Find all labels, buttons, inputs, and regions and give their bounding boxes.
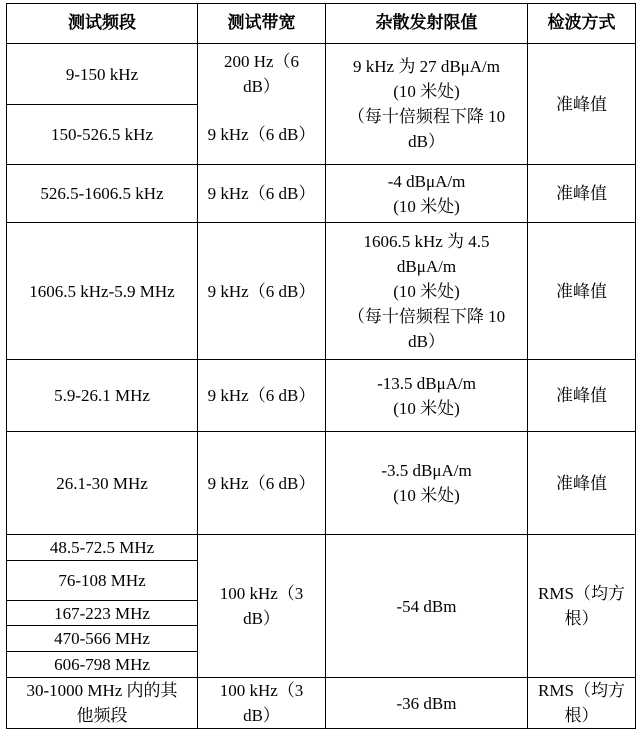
- bandwidth-cell: 9 kHz（6 dB）: [207, 125, 316, 144]
- band-cell: 606-798 MHz: [54, 655, 150, 674]
- hline-bottom: [6, 728, 636, 729]
- band-cell: 470-566 MHz: [54, 629, 150, 648]
- band-cell: 167-223 MHz: [54, 603, 150, 623]
- band-cell: 150-526.5 kHz: [51, 125, 153, 144]
- bandwidth-cell: 9 kHz（6 dB）: [207, 473, 316, 493]
- detector-cell: 准峰值: [556, 473, 607, 493]
- limit-cell: -54 dBm: [396, 596, 457, 616]
- detector-cell: RMS（均方 根）: [538, 584, 625, 628]
- band-cell: 1606.5 kHz-5.9 MHz: [29, 281, 175, 301]
- header-emission-limit: 杂散发射限值: [375, 13, 478, 33]
- detector-cell: 准峰值: [556, 94, 607, 114]
- detector-cell: 准峰值: [556, 184, 607, 203]
- band-cell: 30-1000 MHz 内的其 他频段: [26, 681, 178, 725]
- bandwidth-cell: 9 kHz（6 dB）: [207, 386, 316, 405]
- detector-cell: 准峰值: [556, 386, 607, 405]
- limit-cell: -13.5 dBμA/m (10 米处): [377, 373, 476, 418]
- emission-limits-table: [6, 3, 636, 729]
- vline-right: [635, 3, 636, 729]
- limit-cell: 9 kHz 为 27 dBμA/m (10 米处) （每十倍频程下降 10 dB）: [347, 57, 506, 151]
- header-detector: 检波方式: [547, 13, 616, 33]
- limit-cell: -3.5 dBμA/m (10 米处): [381, 461, 472, 505]
- band-cell: 76-108 MHz: [58, 571, 146, 590]
- limit-cell: -36 dBm: [396, 693, 457, 713]
- bandwidth-cell: 100 kHz（3 dB）: [219, 584, 304, 628]
- header-test-bandwidth: 测试带宽: [227, 13, 296, 33]
- limit-cell: 1606.5 kHz 为 4.5 dBμA/m (10 米处) （每十倍频程下降 10 dB）: [347, 231, 506, 351]
- bandwidth-cell: 9 kHz（6 dB）: [207, 184, 316, 203]
- band-cell: 5.9-26.1 MHz: [54, 386, 150, 405]
- band-cell: 26.1-30 MHz: [56, 473, 148, 493]
- detector-cell: 准峰值: [556, 281, 607, 301]
- bandwidth-cell: 100 kHz（3 dB）: [219, 681, 304, 725]
- band-cell: 9-150 kHz: [65, 64, 139, 84]
- band-cell: 526.5-1606.5 kHz: [40, 184, 164, 203]
- bandwidth-cell: 200 Hz（6 dB）: [223, 52, 300, 96]
- bandwidth-cell: 9 kHz（6 dB）: [207, 281, 316, 301]
- limit-cell: -4 dBμA/m (10 米处): [387, 171, 466, 216]
- header-frequency-band: 测试频段: [68, 13, 136, 33]
- band-cell: 48.5-72.5 MHz: [49, 538, 155, 557]
- detector-cell: RMS（均方 根）: [538, 681, 625, 725]
